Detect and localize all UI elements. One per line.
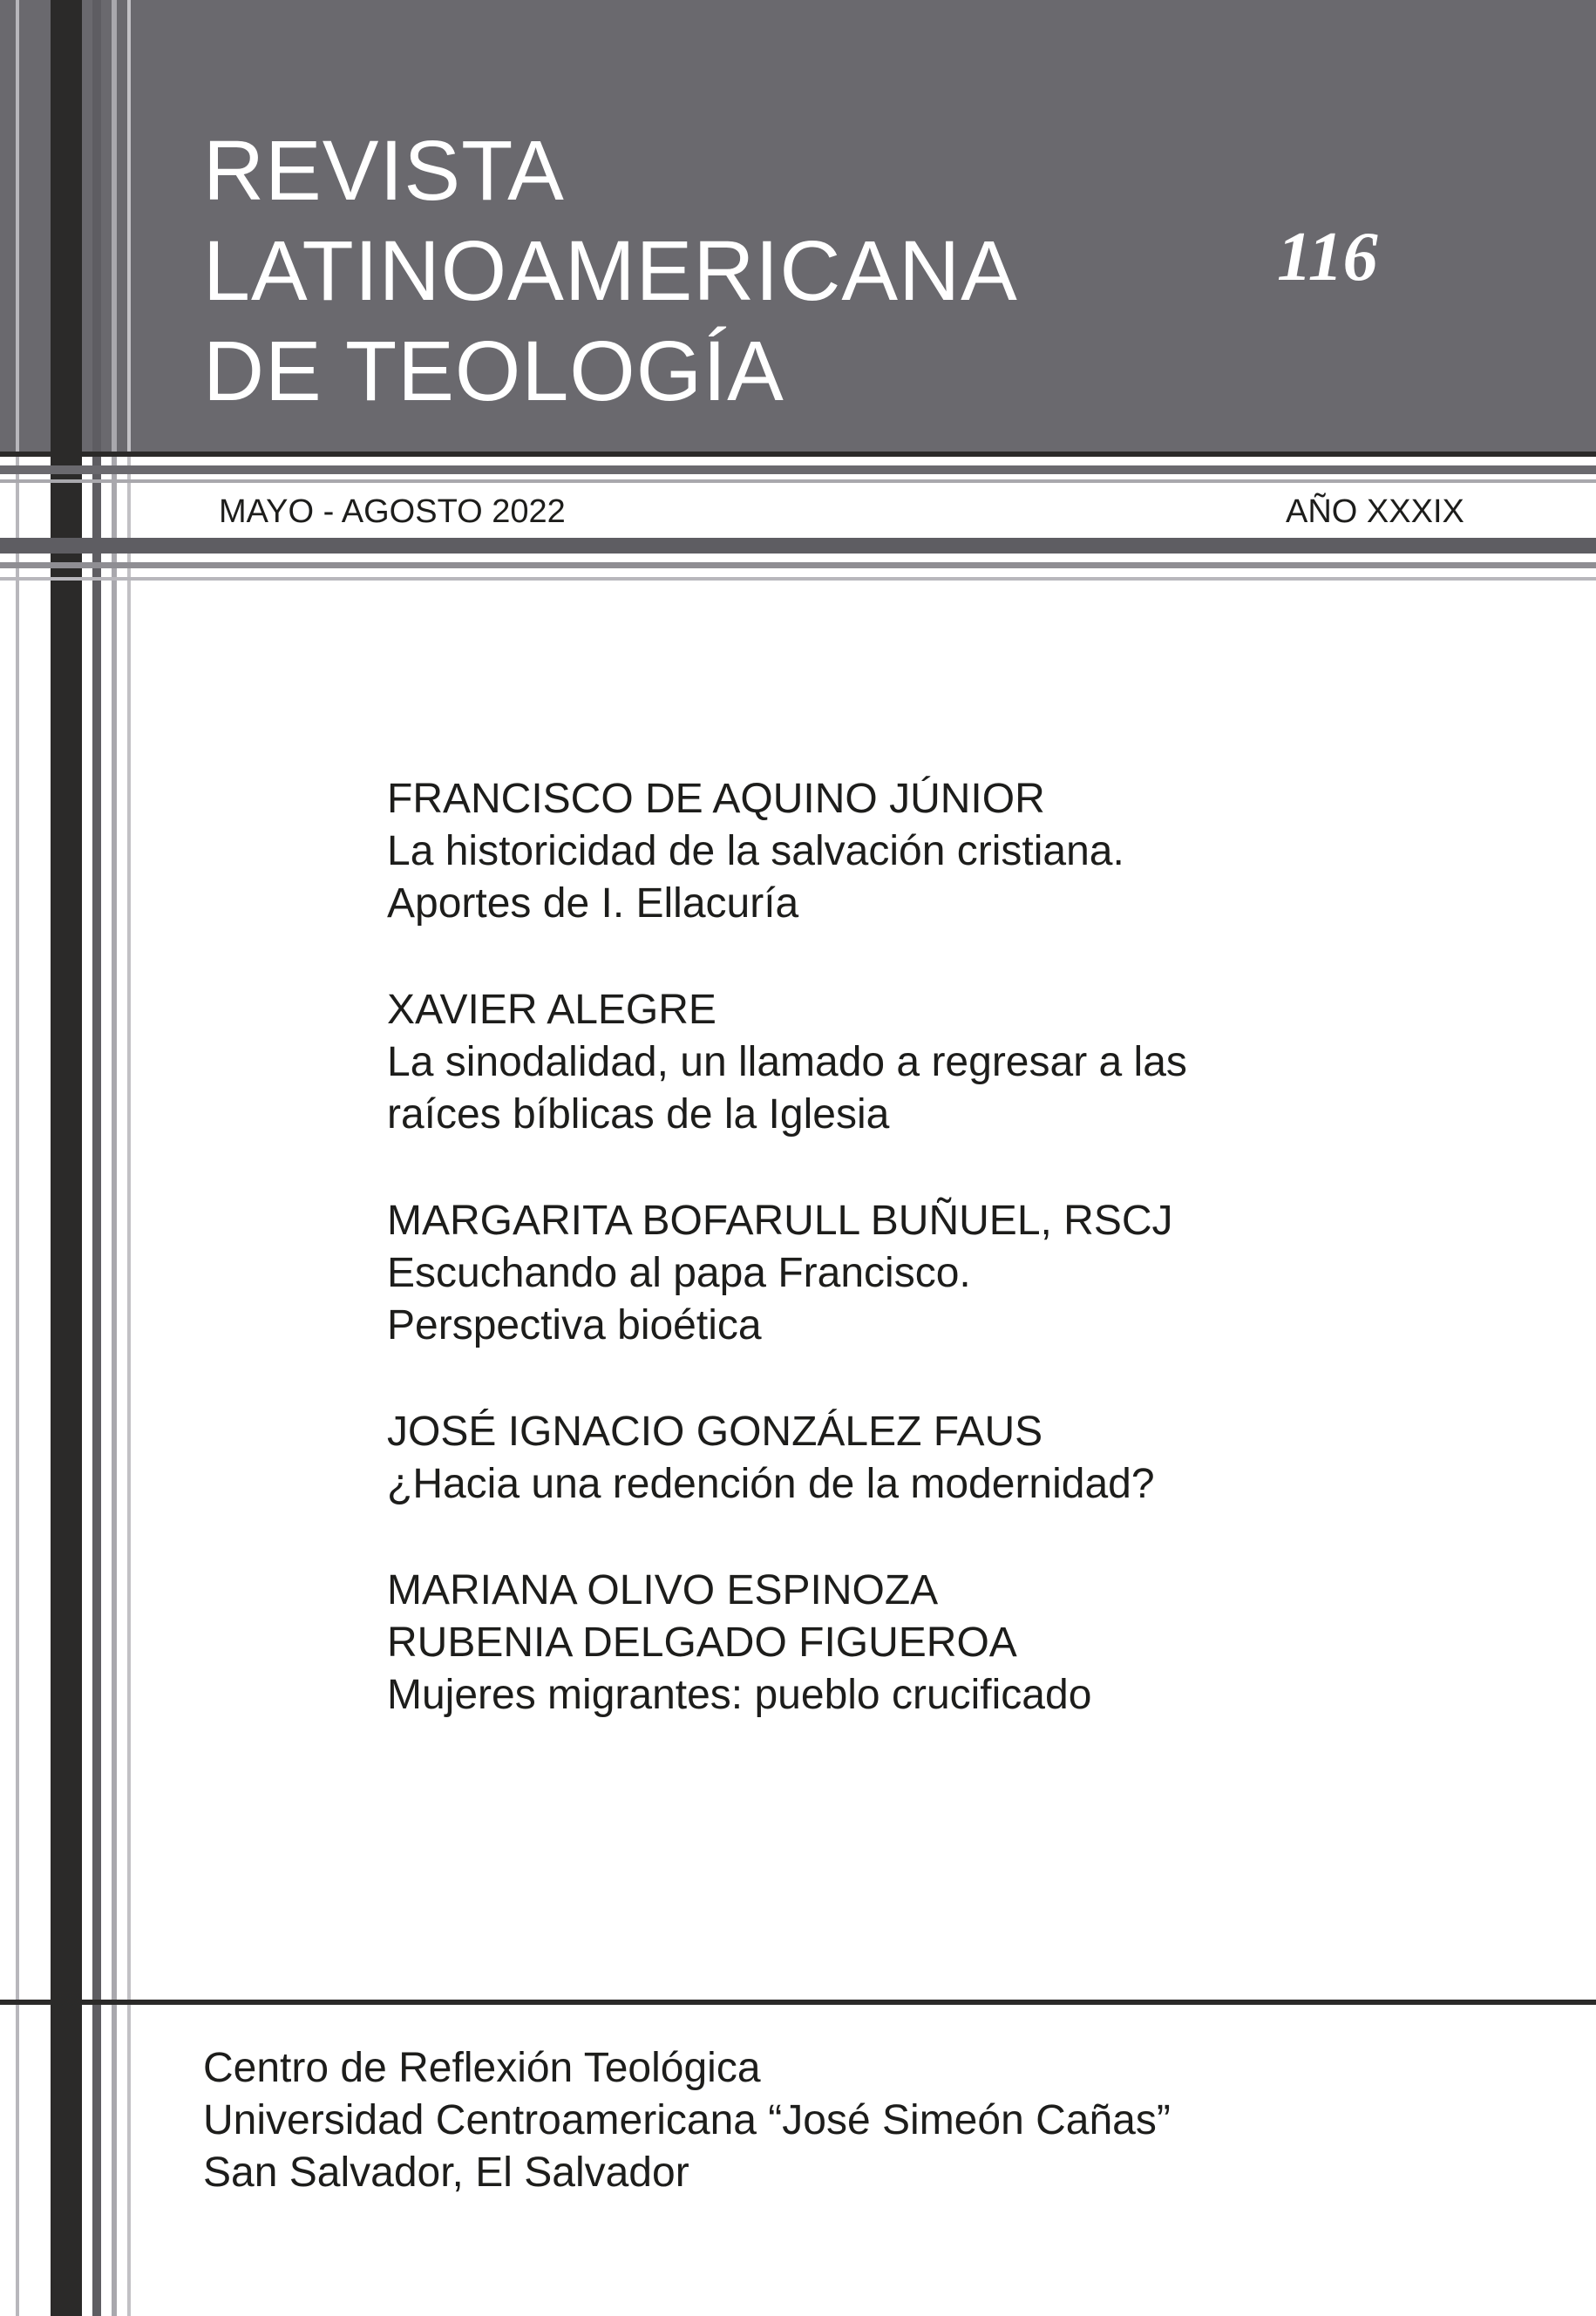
article-title-line: Perspectiva bioética [387,1302,762,1348]
title-line: LATINOAMERICANA [203,223,1018,318]
article-entry [387,1565,1520,1722]
publisher-center: Centro de Reflexión Teológica [203,2045,761,2091]
article-entry [387,773,1520,930]
article-title-line: Mujeres migrantes: pueblo crucificado [387,1672,1092,1718]
article-author: MARIANA OLIVO ESPINOZA [387,1567,939,1613]
issue-year-label: AÑO XXXIX [1286,493,1464,530]
publisher-university: Universidad Centroamericana “José Simeón Cañas” [203,2097,1171,2143]
vertical-stripe-light-1 [16,0,19,2316]
article-title-line: La sinodalidad, un llamado a regresar a las [387,1039,1187,1085]
date-rule-mid [0,562,1596,568]
publisher-block [203,2042,1171,2199]
header-rule-mid [0,465,1596,474]
article-title-line: Aportes de I. Ellacuría [387,880,799,927]
article-title-line: raíces bíblicas de la Iglesia [387,1091,890,1138]
article-author: MARGARITA BOFARULL BUÑUEL, RSCJ [387,1198,1173,1244]
publisher-location: San Salvador, El Salvador [203,2150,689,2196]
date-rule-light [0,577,1596,581]
issue-number: 116 [1277,219,1378,295]
article-entry [387,984,1520,1141]
vertical-stripe-dark [51,0,82,2316]
article-list [387,773,1520,1776]
title-line: REVISTA [203,123,565,218]
article-entry [387,1195,1520,1352]
header-rule-light [0,479,1596,483]
header-rule-dark [0,452,1596,457]
vertical-stripe-light-3 [127,0,131,2316]
title-line: DE TEOLOGÍA [203,323,784,418]
article-author: FRANCISCO DE AQUINO JÚNIOR [387,776,1045,822]
article-title-line: La historicidad de la salvación cristiana. [387,828,1124,874]
article-author: XAVIER ALEGRE [387,987,717,1033]
article-title-line: Escuchando al papa Francisco. [387,1250,971,1296]
article-entry [387,1406,1520,1511]
vertical-stripe-mid [92,0,101,2316]
issue-date-range: MAYO - AGOSTO 2022 [219,493,566,530]
vertical-stripe-light-2 [112,0,117,2316]
article-title-line: ¿Hacia una redención de la modernidad? [387,1461,1155,1507]
footer-rule [0,2000,1596,2005]
date-rule-dark [0,538,1596,554]
article-author: JOSÉ IGNACIO GONZÁLEZ FAUS [387,1409,1043,1455]
article-author: RUBENIA DELGADO FIGUEROA [387,1620,1017,1666]
